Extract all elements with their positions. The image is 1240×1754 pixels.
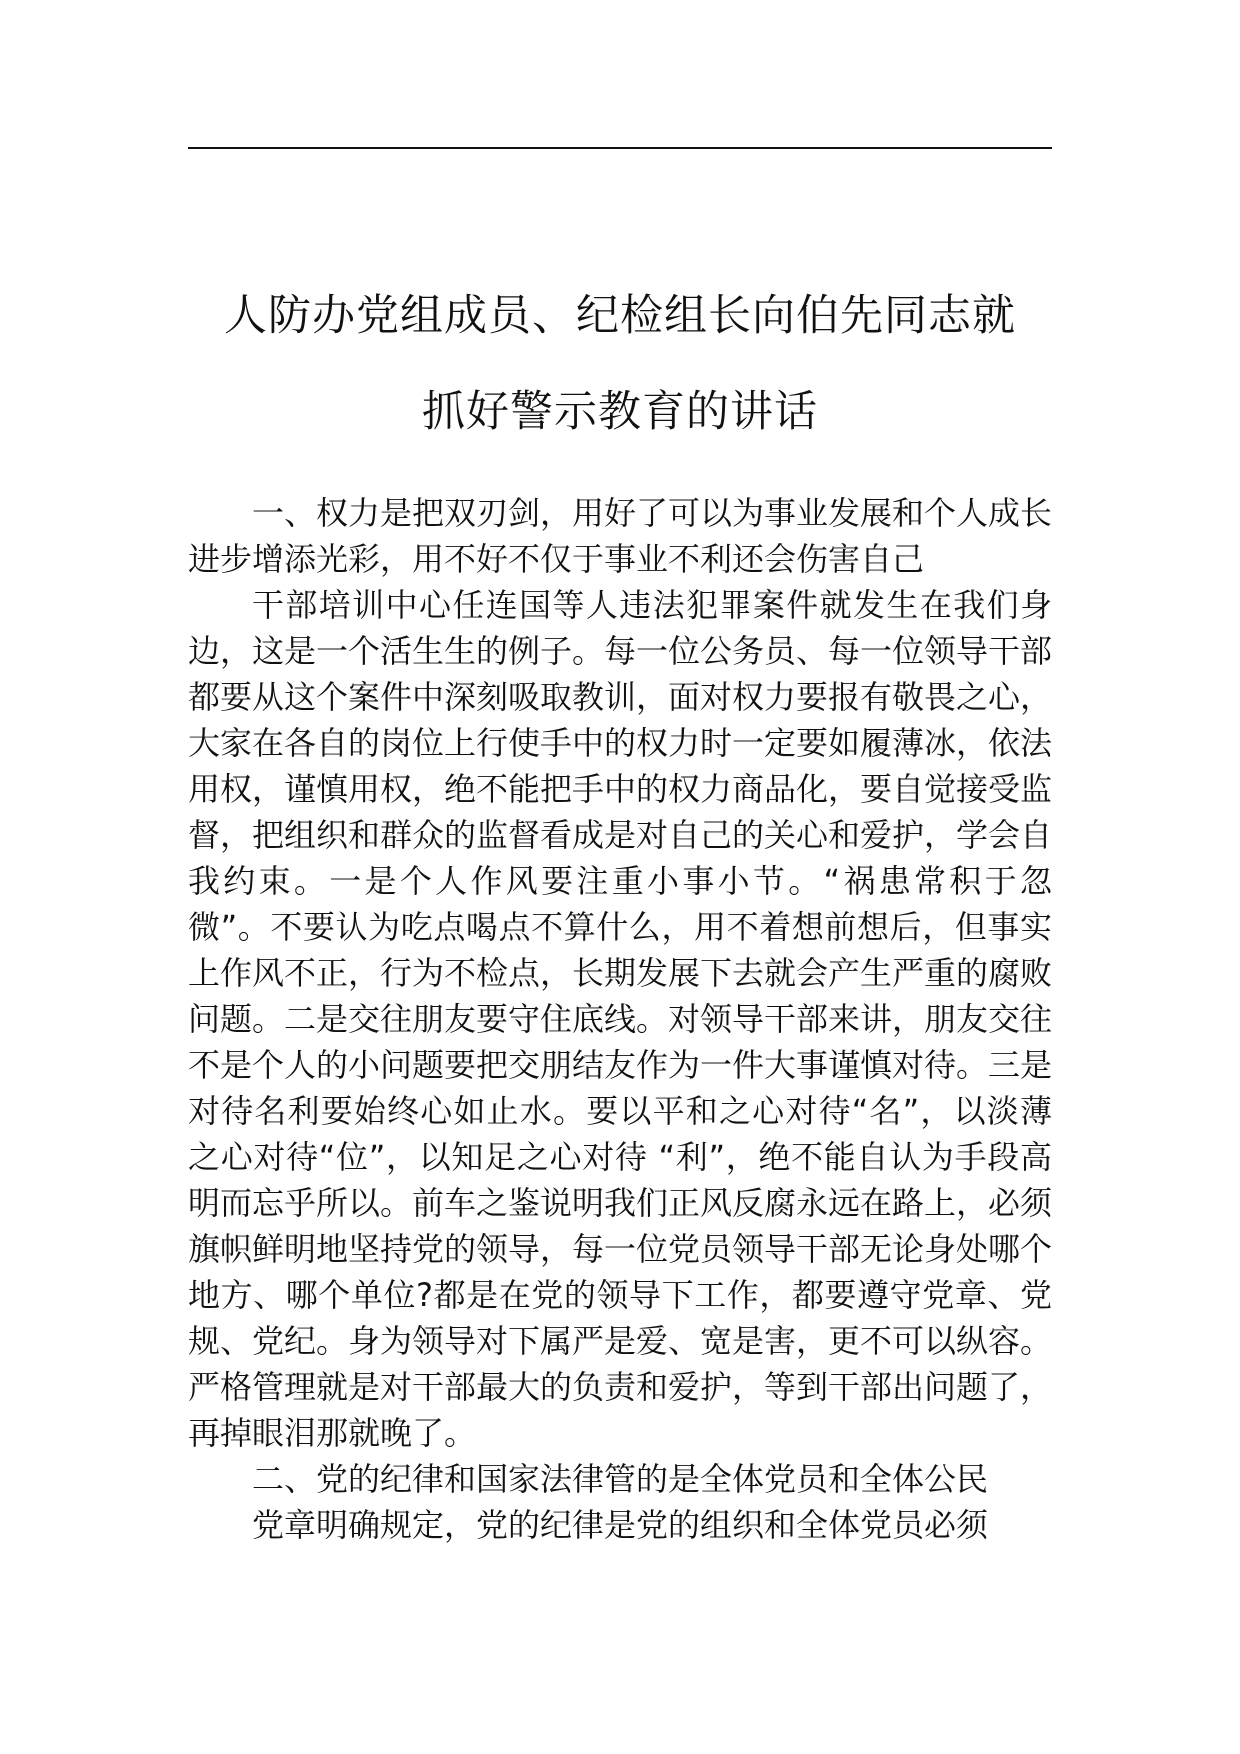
section-1-body: 干部培训中心任连国等人违法犯罪案件就发生在我们身边，这是一个活生生的例子。每一位公务员、每一位领导干部都要从这个案件中深刻吸取教训，面对权力要报有敬畏之心，大家在各自的岗位上行使手中的权力时一定要如履薄冰，依法用权，谨慎用权，绝不能把手中的权力商品化，要自觉接受监督，把组织和群众的监督看成是对自己的关心和爱护，学会自我约束。一是个人作风要注重小事小节。“祸患常积于忽微”。不要认为吃点喝点不算什么，用不着想前想后，但事实上作风不正，行为不检点，长期发展下去就会产生严重的腐败问题。二是交往朋友要守住底线。对领导干部来讲，朋友交往不是个人的小问题要把交朋结友作为一件大事谨慎对待。三是对待名利要始终心如止水。要以平和之心对待“名”，以淡薄之心对待“位”，以知足之心对待 “利”，绝不能自认为手段高明而忘乎所以。前车之鉴说明我们正风反腐永远在路上，必须旗帜鲜明地坚持党的领导，每一位党员领导干部无论身处哪个地方、哪个单位?都是在党的领导下工作，都要遵守党章、党规、党纪。身为领导对下属严是爱、宽是害，更不可以纵容。严格管理就是对干部最大的负责和爱护，等到干部出问题了，再掉眼泪那就晚了。 [188,586,1053,1452]
section-2-heading: 二、党的纪律和国家法律管的是全体党员和全体公民 [252,1460,989,1498]
document-title [188,268,1052,460]
document-body [188,490,1052,1548]
section-1-heading: 一、权力是把双刃剑，用好了可以为事业发展和个人成长进步增添光彩，用不好不仅于事业不利还会伤害自己 [188,494,1053,578]
section-2-body: 党章明确规定，党的纪律是党的组织和全体党员必须 [252,1506,989,1544]
title-line-1: 人防办党组成员、纪检组长向伯先同志就 [224,291,1016,341]
title-line-2: 抓好警示教育的讲话 [422,387,818,437]
header-rule [188,147,1052,149]
